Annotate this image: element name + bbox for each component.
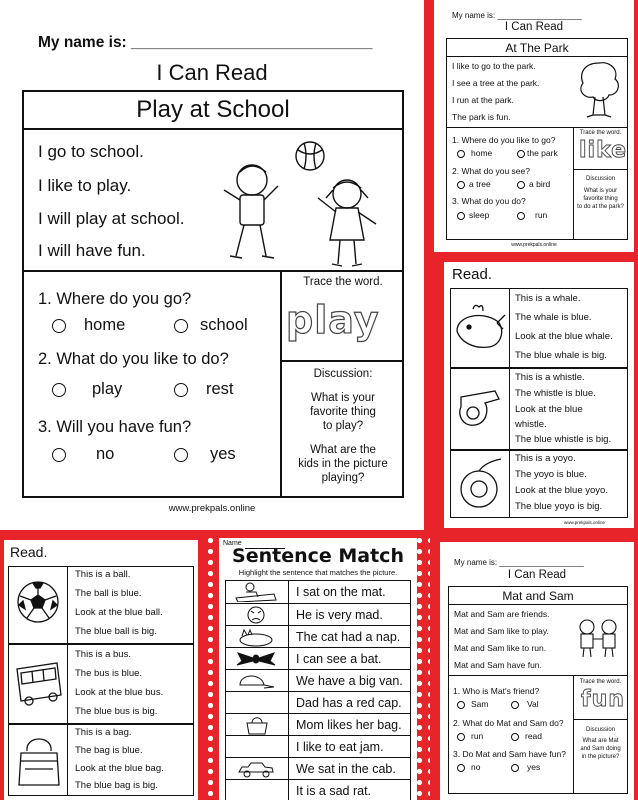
angry-boy-illustration (244, 605, 268, 625)
item-line: This is a whale. (515, 293, 581, 304)
my-name-line: My name is: ___________________ (452, 11, 582, 20)
item-line: Look at the blue (515, 404, 583, 415)
answer-label: home (471, 148, 493, 158)
match-row (226, 625, 410, 647)
story-divider (449, 675, 627, 676)
story-line: I see a tree at the park. (452, 78, 540, 88)
story-divider (24, 270, 402, 272)
bag-illustration (15, 731, 63, 789)
answer-radio[interactable] (517, 150, 525, 158)
handbag-illustration (244, 715, 270, 735)
story-title: Mat and Sam (502, 589, 574, 603)
discussion-label: Discussion (585, 727, 615, 733)
item-line: The whale is blue. (515, 312, 592, 323)
answer-label: Sam (471, 699, 489, 709)
story-box (22, 90, 404, 498)
answer-label: the park (527, 148, 558, 158)
question-3: 3. Will you have fun? (38, 418, 192, 436)
story-box (446, 38, 628, 240)
match-sentence[interactable]: Mom likes her bag. (296, 718, 402, 732)
instruction: Highlight the sentence that matches the picture. (238, 568, 398, 577)
item-divider (67, 567, 68, 643)
match-sentence[interactable]: We have a big van. (296, 674, 403, 688)
story-line: I go to school. (38, 142, 144, 161)
taxi-cab-illustration (236, 760, 276, 778)
trace-word[interactable]: like (579, 138, 628, 163)
answer-label: yes (527, 762, 541, 772)
worksheet-play-at-school (0, 0, 424, 530)
item-line: This is a whistle. (515, 372, 585, 383)
item-divider (509, 289, 510, 367)
answer-radio[interactable] (52, 319, 66, 333)
story-line: The park is fun. (452, 112, 511, 122)
discussion-line: kids in the picture (298, 458, 388, 470)
item-box-bus (8, 644, 194, 724)
story-divider (447, 127, 627, 128)
soccer-ball-illustration (15, 579, 61, 625)
story-title: At The Park (505, 41, 569, 55)
item-line: This is a yoyo. (515, 453, 576, 464)
answer-label: home (84, 316, 126, 334)
my-name-line: My name is: ____________________________ (38, 34, 373, 51)
match-table (225, 580, 411, 800)
answer-label: yes (210, 445, 236, 463)
match-sentence[interactable]: He is very mad. (296, 608, 383, 622)
answer-radio[interactable] (457, 150, 465, 158)
story-line: I like to go to the park. (452, 61, 536, 71)
match-row (226, 691, 410, 713)
answer-radio[interactable] (457, 701, 465, 709)
answer-radio[interactable] (517, 181, 525, 189)
item-divider (509, 369, 510, 449)
item-line: This is a bus. (75, 649, 131, 660)
footer-url: www.prekpals.online (168, 503, 256, 514)
worksheet-read-blue-whale (444, 262, 634, 528)
answer-label: play (92, 380, 123, 398)
item-line: Look at the blue yoyo. (515, 485, 608, 496)
match-sentence[interactable]: I sat on the mat. (296, 585, 386, 599)
match-row (226, 581, 410, 603)
question-2: 2. What do Mat and Sam do? (453, 718, 564, 728)
title-divider (449, 604, 627, 605)
answer-label: run (535, 210, 548, 220)
bus-illustration (13, 659, 65, 707)
answer-radio[interactable] (511, 701, 519, 709)
answer-radio[interactable] (511, 764, 519, 772)
worksheet-at-the-park (434, 0, 634, 252)
item-box-yoyo (450, 450, 628, 518)
discussion-label: Discussion (585, 176, 615, 182)
trace-divider (573, 719, 627, 720)
item-line: The blue yoyo is big. (515, 501, 603, 512)
worksheet-title: I Can Read (156, 60, 268, 85)
item-box-whistle (450, 368, 628, 450)
trace-word[interactable]: play (286, 298, 380, 342)
match-sentence[interactable]: I can see a bat. (296, 652, 382, 666)
whale-illustration (453, 301, 507, 357)
answer-label: a tree (469, 179, 491, 189)
worksheet-title: I Can Read (504, 21, 564, 33)
answer-label: read (525, 731, 543, 741)
worksheet-mat-and-sam (440, 542, 634, 800)
discussion-line: favorite thing (310, 406, 376, 418)
match-row (226, 735, 410, 757)
match-row (226, 647, 410, 669)
item-line: The blue whistle is big. (515, 434, 612, 445)
match-row (226, 669, 410, 691)
tree-illustration (577, 59, 621, 119)
answer-radio[interactable] (517, 212, 525, 220)
footer-url: www.prekpals.online (511, 242, 557, 248)
answer-radio[interactable] (174, 448, 188, 462)
item-line: The bag is blue. (75, 745, 143, 756)
question-3: 3. Do Mat and Sam have fun? (453, 749, 566, 759)
item-box-bag (8, 724, 194, 796)
answer-label: no (96, 445, 115, 463)
answer-radio[interactable] (457, 181, 465, 189)
item-line: Look at the blue whale. (515, 331, 613, 342)
item-line: The blue ball is big. (75, 626, 157, 637)
trace-divider (280, 360, 404, 362)
discussion-line: to do at the park? (577, 204, 624, 210)
answer-label: school (200, 316, 248, 334)
match-sentence[interactable]: I like to eat jam. (296, 740, 384, 754)
discussion-line: What is your (311, 392, 375, 404)
trace-label: Trace the word. (303, 276, 383, 288)
match-row (226, 757, 410, 779)
worksheet-title: Sentence Match (232, 545, 404, 567)
worksheet-read-blue-ball (4, 540, 198, 800)
name-label: Name (223, 540, 242, 547)
item-line: Look at the blue bus. (75, 687, 164, 698)
discussion-line: to play? (322, 420, 364, 432)
worksheet-title: I Can Read (507, 569, 567, 581)
item-line: The blue bag is big. (75, 780, 158, 791)
item-divider (509, 451, 510, 517)
friends-illustration (573, 617, 623, 659)
item-line: This is a bag. (75, 727, 132, 738)
question-3: 3. What do you do? (452, 196, 526, 206)
trace-divider (573, 169, 627, 170)
match-sentence[interactable]: The cat had a nap. (296, 630, 401, 644)
item-line: The ball is blue. (75, 588, 142, 599)
answer-label: Val (527, 699, 539, 709)
story-line: I will play at school. (38, 209, 185, 228)
story-line: Mat and Sam are friends. (454, 609, 550, 619)
answer-radio[interactable] (52, 383, 66, 397)
answer-label: a bird (529, 179, 551, 189)
item-divider (67, 725, 68, 795)
discussion-line: What is your (583, 188, 618, 194)
item-line: The bus is blue. (75, 668, 143, 679)
question-1: 1. Who is Mat's friend? (453, 686, 540, 696)
match-sentence[interactable]: It is a sad rat. (296, 784, 372, 798)
read-heading: Read. (10, 544, 48, 560)
item-box-ball (8, 566, 194, 644)
kids-playing-ball-illustration (212, 132, 392, 272)
match-row (226, 603, 410, 625)
match-row (226, 779, 410, 800)
item-divider (67, 645, 68, 723)
answer-radio[interactable] (174, 383, 188, 397)
answer-radio[interactable] (52, 448, 66, 462)
trace-word[interactable]: fun (581, 687, 625, 712)
whistle-illustration (455, 383, 505, 433)
discussion-line: favorite thing (583, 196, 618, 202)
match-sentence[interactable]: Dad has a red cap. (296, 696, 402, 710)
girl-on-mat-illustration (234, 582, 278, 602)
discussion-label: Discussion: (313, 368, 373, 380)
question-1: 1. Where do you go? (38, 290, 192, 308)
match-sentence[interactable]: We sat in the cab. (296, 762, 396, 776)
cap-illustration (236, 671, 276, 691)
item-line: The whistle is blue. (515, 388, 596, 399)
discussion-line: What are Mat (582, 738, 619, 744)
story-line: Mat and Sam have fun. (454, 660, 542, 670)
trace-label: Trace the word. (579, 679, 622, 685)
discussion-line: playing? (321, 472, 365, 484)
answer-radio[interactable] (457, 733, 465, 741)
item-line: The blue bus is big. (75, 706, 158, 717)
item-line: whistle. (515, 419, 547, 430)
match-row (226, 713, 410, 735)
discussion-line: in the picture? (581, 754, 620, 760)
title-divider (447, 56, 627, 57)
bat-illustration (234, 649, 278, 669)
answer-radio[interactable] (511, 733, 519, 741)
item-box-whale (450, 288, 628, 368)
column-divider (573, 675, 574, 793)
story-line: Mat and Sam like to play. (454, 626, 549, 636)
footer-url: www.prekpals.online (564, 520, 606, 525)
answer-label: rest (206, 380, 234, 398)
story-box (448, 586, 628, 794)
answer-radio[interactable] (174, 319, 188, 333)
answer-label: no (471, 762, 481, 772)
story-title: Play at School (136, 96, 290, 123)
sleeping-cat-illustration (234, 627, 278, 647)
item-line: Look at the blue ball. (75, 607, 163, 618)
read-heading: Read. (452, 266, 493, 283)
discussion-line: and Sam doing (580, 746, 621, 752)
my-name-line: My name is: ___________________ (454, 558, 584, 567)
item-line: The blue whale is big. (515, 350, 607, 361)
answer-radio[interactable] (457, 212, 465, 220)
answer-radio[interactable] (457, 764, 465, 772)
question-2: 2. What do you see? (452, 166, 530, 176)
discussion-line: What are the (310, 444, 376, 456)
story-line: I will have fun. (38, 241, 146, 260)
trace-label: Trace the word. (579, 130, 622, 136)
title-divider (24, 128, 402, 130)
story-line: I like to play. (38, 176, 132, 195)
item-line: The yoyo is blue. (515, 469, 587, 480)
answer-label: run (471, 731, 484, 741)
question-2: 2. What do you like to do? (38, 350, 229, 368)
story-line: Mat and Sam like to run. (454, 643, 547, 653)
story-line: I run at the park. (452, 95, 514, 105)
question-1: 1. Where do you like to go? (452, 135, 556, 145)
yoyo-illustration (457, 457, 505, 513)
item-line: This is a ball. (75, 569, 131, 580)
item-line: Look at the blue bag. (75, 763, 164, 774)
answer-label: sleep (469, 210, 490, 220)
column-divider (573, 127, 574, 239)
worksheet-sentence-match (219, 538, 417, 800)
